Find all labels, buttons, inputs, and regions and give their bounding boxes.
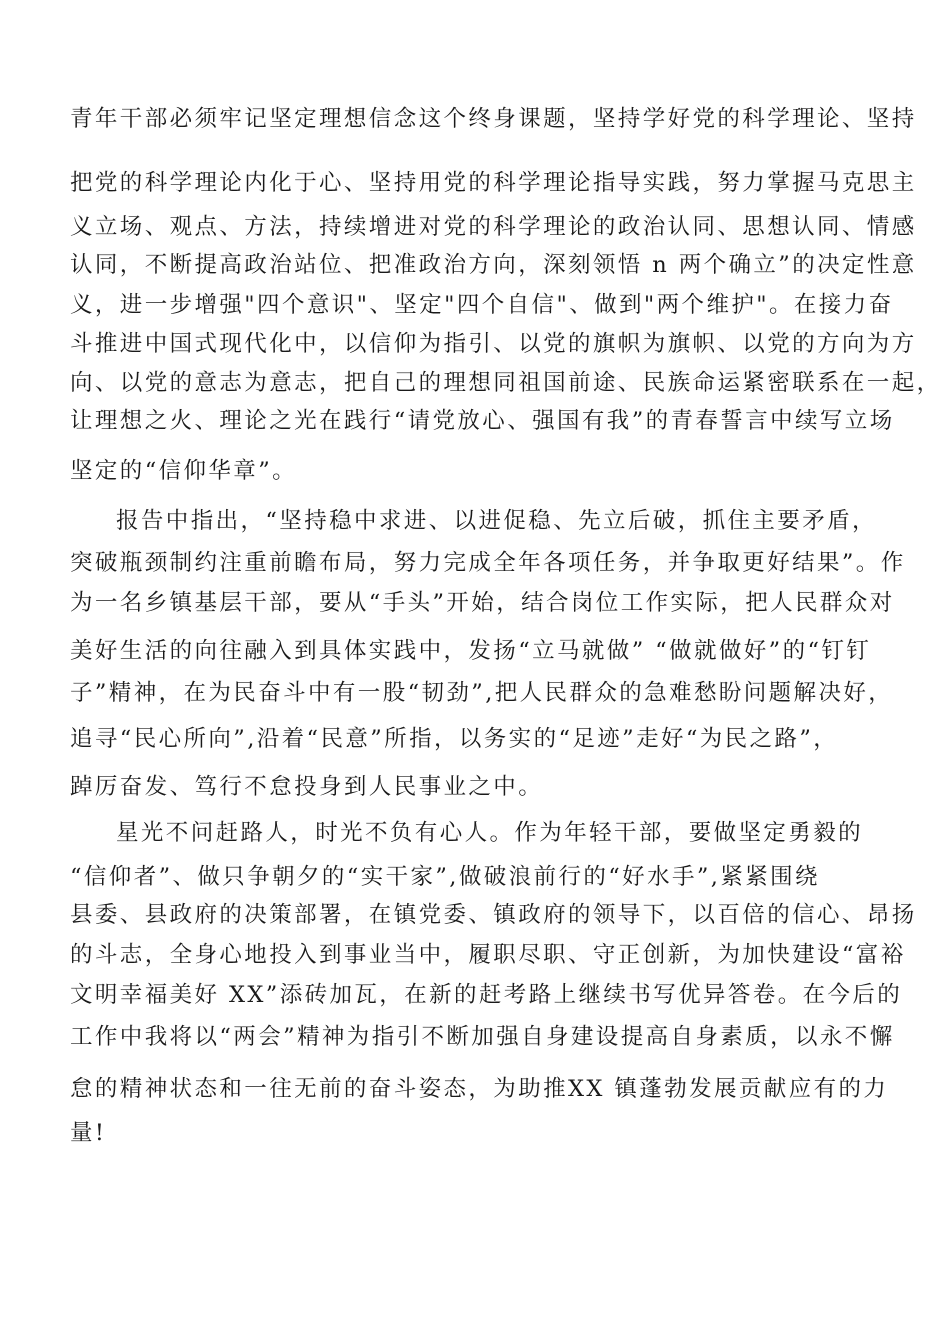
text-line: 踔厉奋发、笃行不怠投身到人民事业之中。 [70,774,544,800]
text-line: 义，进一步增强"四个意识"、坚定"四个自信"、做到"两个维护"。在接力奋 [70,292,894,318]
text-line: “信仰者”、做只争朝夕的“实干家”,做破浪前行的“好水手”,紧紧围绕 [70,864,820,890]
text-line: 子”精神，在为民奋斗中有一股“韧劲”,把人民群众的急难愁盼问题解决好， [70,680,894,706]
text-line: 县委、县政府的决策部署，在镇党委、镇政府的领导下，以百倍的信心、昂扬 [70,902,917,928]
text-line: 追寻“民心所向”,沿着“民意”所指，以务实的“足迹”走好“为民之路”， [70,726,839,752]
text-line: 工作中我将以“两会”精神为指引不断加强自身建设提高自身素质，以永不懈 [70,1024,895,1050]
text-line: 坚定的“信仰华章”。 [70,458,298,484]
text-line: 的斗志，全身心地投入到事业当中，履职尽职、守正创新，为加快建设“富裕 [70,942,906,968]
text-line: 报告中指出，“坚持稳中求进、以进促稳、先立后破，抓住主要矛盾， [116,508,877,534]
text-line: 青年干部必须牢记坚定理想信念这个终身课题，坚持学好党的科学理论、坚持 [70,106,917,132]
text-line: 突破瓶颈制约注重前瞻布局，努力完成全年各项任务，并争取更好结果”。作 [70,550,906,576]
text-line: 怠的精神状态和一往无前的奋斗姿态，为助推XX 镇蓬勃发展贡献应有的力 [70,1076,889,1102]
text-line: 为一名乡镇基层干部，要从“手头”开始，结合岗位工作实际，把人民群众对 [70,590,895,616]
text-line: 星光不问赶路人，时光不负有心人。作为年轻干部，要做坚定勇毅的 [116,820,864,846]
text-line: 把党的科学理论内化于心、坚持用党的科学理论指导实践，努力掌握马克思主 [70,170,917,196]
text-line: 斗推进中国式现代化中，以信仰为指引、以党的旗帜为旗帜、以党的方向为方 [70,331,917,357]
text-line: 美好生活的向往融入到具体实践中，发扬“立马就做” “做就做好”的“钉钉 [70,638,872,664]
text-line: 让理想之火、理论之光在践行“请党放心、强国有我”的青春誓言中续写立场 [70,408,895,434]
text-line: 义立场、观点、方法，持续增进对党的科学理论的政治认同、思想认同、情感 [70,214,917,240]
text-line: 文明幸福美好 XX”添砖加瓦，在新的赶考路上继续书写优异答卷。在今后的 [70,982,903,1008]
text-line: 向、以党的意志为意志，把自己的理想同祖国前途、民族命运紧密联系在一起， [70,370,942,396]
text-line: 量! [70,1120,107,1146]
text-line: 认同，不断提高政治站位、把准政治方向，深刻领悟 n 两个确立”的决定性意 [70,252,917,278]
